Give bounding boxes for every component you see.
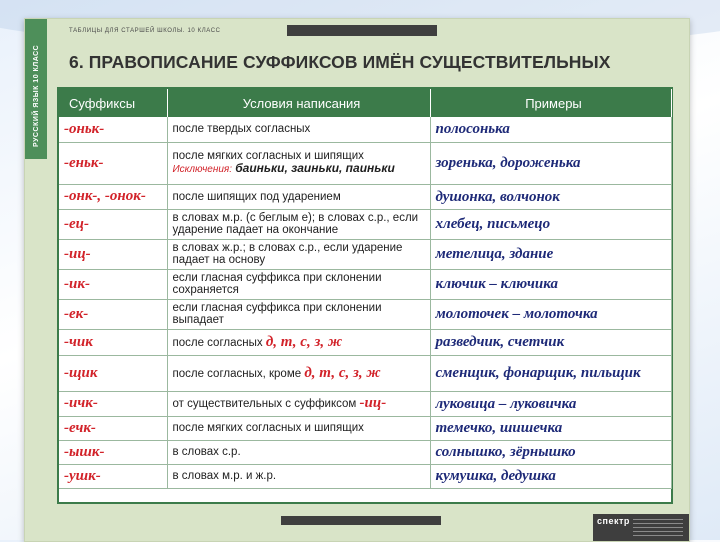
side-strip [25,19,47,159]
condition-letters: д, т, с, з, ж [265,333,343,350]
example-cell: кумушка, дедушка [430,464,671,488]
table-row [59,440,671,464]
table-row [59,299,671,329]
series-label: ТАБЛИЦЫ ДЛЯ СТАРШЕЙ ШКОЛЫ. 10 КЛАСС [69,28,221,34]
example-cell: темечко, шишечка [430,416,671,440]
table-row [59,142,671,184]
table-row [59,209,671,239]
suffix-cell: -ышк- [59,440,167,464]
condition-cell [167,355,430,391]
table-row [59,329,671,355]
poster [24,18,690,542]
suffix-cell: -чик [59,329,167,355]
series-box [287,25,437,36]
example-cell: метелица, здание [430,239,671,269]
condition-letters: д, т, с, з, ж [304,364,381,381]
condition-cell: если гласная суффикса при склонении сохраняется [167,269,430,299]
exception-words: баиньки, заиньки, паиньки [235,161,395,175]
table-row [59,416,671,440]
condition-cell: после твердых согласных [167,117,430,142]
condition-text: после согласных [172,336,263,349]
table-header-row [59,89,671,117]
example-cell: душонка, волчонок [430,184,671,209]
condition-cell [167,142,430,184]
condition-cell [167,329,430,355]
logo-text: спектр [597,516,630,526]
condition-cell: в словах м.р. (с беглым е); в словах с.р., если ударение падает на окончание [167,209,430,239]
condition-cell: в словах с.р. [167,440,430,464]
condition-cell: после шипящих под ударением [167,184,430,209]
suffix-table [57,87,673,504]
example-cell: полосонька [430,117,671,142]
bottom-band [281,516,441,525]
suffix-cell: -иц- [59,239,167,269]
condition-text: от существительных с суффиксом [172,398,357,410]
suffix-cell: -ик- [59,269,167,299]
table-row [59,239,671,269]
page-title: 6. ПРАВОПИСАНИЕ СУФФИКСОВ ИМЁН СУЩЕСТВИТЕЛЬНЫХ [69,52,611,72]
example-cell: разведчик, счетчик [430,329,671,355]
example-cell: молоточек – молоточка [430,299,671,329]
table-row [59,464,671,488]
suffix-cell: -ечк- [59,416,167,440]
suffix-cell: -ушк- [59,464,167,488]
side-label: РУССКИЙ ЯЗЫК 10 КЛАСС [33,44,40,147]
suffix-cell: -ец- [59,209,167,239]
table-row [59,117,671,142]
condition-cell [167,391,430,416]
header-examples: Примеры [430,89,671,117]
suffix-cell: -оньк- [59,117,167,142]
table-row [59,355,671,391]
condition-cell: если гласная суффикса при склонении выпадает [167,299,430,329]
example-cell: ключик – ключика [430,269,671,299]
table [59,89,672,489]
example-cell: хлебец, письмецо [430,209,671,239]
condition-text: после мягких согласных и шипящих [172,150,364,162]
condition-cell: после мягких согласных и шипящих [167,416,430,440]
suffix-cell: -ичк- [59,391,167,416]
header-suffixes: Суффиксы [59,89,167,117]
header-conditions: Условия написания [167,89,430,117]
example-cell: солнышко, зёрнышко [430,440,671,464]
table-row [59,269,671,299]
exception-label: Исключения: [172,164,233,175]
suffix-cell: -онк-, -онок- [59,184,167,209]
logo-lines [633,519,683,536]
condition-cell: в словах м.р. и ж.р. [167,464,430,488]
example-cell: сменщик, фонарщик, пильщик [430,355,671,391]
condition-cell: в словах ж.р.; в словах с.р., если ударение падает на основу [167,239,430,269]
suffix-cell: -щик [59,355,167,391]
example-cell: зоренька, дороженька [430,142,671,184]
publisher-logo [593,514,689,541]
condition-letters: -иц- [359,395,387,411]
table-row [59,391,671,416]
condition-text: после согласных, кроме [172,367,302,380]
suffix-cell: -еньк- [59,142,167,184]
suffix-cell: -ек- [59,299,167,329]
example-cell: луковица – луковичка [430,391,671,416]
table-row [59,184,671,209]
